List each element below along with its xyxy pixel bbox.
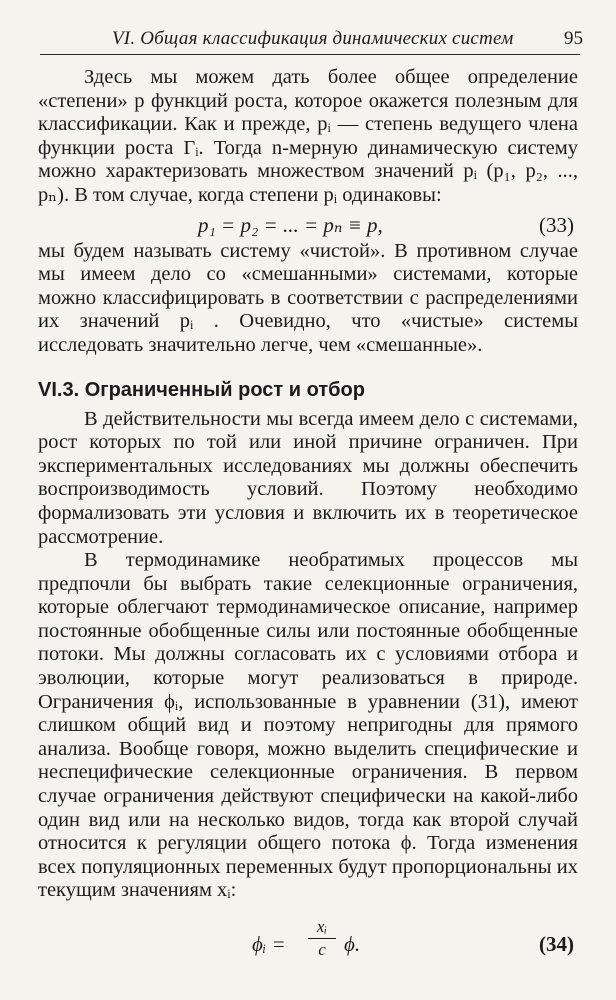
header-title: VI. Общая классификация динамических систем (112, 28, 514, 49)
equation-34-lhs: ϕᵢ = (252, 932, 286, 956)
equation-34-rhs: ϕ. (344, 932, 361, 956)
equation-33 (38, 210, 578, 240)
header-rule (40, 54, 580, 55)
paragraph-degree-definition: Здесь мы можем дать более общее определение «степени» p функций роста, которое окажется полезным для классификации. Как и прежде, pᵢ — степень ведущего члена функции роста Γᵢ. Тогда n-мерную динамическую систему можно характеризовать множеством значений pᵢ (p₁, p₂, ..., pₙ). В том случае, когда степени pᵢ одинаковы: (38, 66, 578, 206)
equation-34-numerator: xᵢ (316, 917, 328, 936)
equation-34-fraction (308, 917, 336, 960)
page-number: 95 (564, 28, 583, 49)
paragraph-limited-growth: В действительности мы всегда имеем дело с системами, рост которых по той или иной причине ограничен. При экспериментальных исследованиях мы должны обеспечить воспроизводимость условий. Поэтому необходимо формализовать эти условия и включить их в теоретическое рассмотрение. (38, 407, 578, 548)
equation-33-number: (33) (539, 212, 574, 237)
paragraph-thermodynamics: В термодинамике необратимых процессов мы предпочли бы выбрать такие селекционные ограничения, которые облегчают термодинамическое описание, например постоянные обобщенные силы или постоянные обобщенные потоки. Мы должны согласовать их с условиями отбора и эволюции, которые могут реализоваться в природе. Ограничения ϕᵢ, использованные в уравнении (31), имеют слишком общий вид и поэтому непригодны для прямого анализа. Вообще говоря, можно выделить специфические и неспецифические селекционные ограничения. В первом случае ограничения действуют специфически на какой-либо один вид или на несколько видов, тогда как второй случай относится к регуляции общего потока ϕ. Тогда изменения всех популяционных переменных будут пропорциональны их текущим значениям xᵢ: (38, 549, 578, 902)
page-body (38, 66, 578, 977)
fraction-bar (308, 938, 336, 939)
equation-33-expression: p₁ = p₂ = ... = pₙ ≡ p, (198, 212, 383, 237)
paragraph-pure-systems: мы будем называть систему «чистой». В противном случае мы имеем дело со «смешанными» системами, которые можно классифицировать в соответствии с распределениями их значений pᵢ . Очевидно, что «чистые» системы исследовать значительно легче, чем «смешанные». (38, 239, 578, 356)
section-heading: VI.3. Ограниченный рост и отбор (38, 378, 365, 401)
equation-34-number: (34) (539, 932, 574, 956)
equation-34-denominator: c (318, 940, 326, 959)
equation-34 (38, 913, 578, 977)
